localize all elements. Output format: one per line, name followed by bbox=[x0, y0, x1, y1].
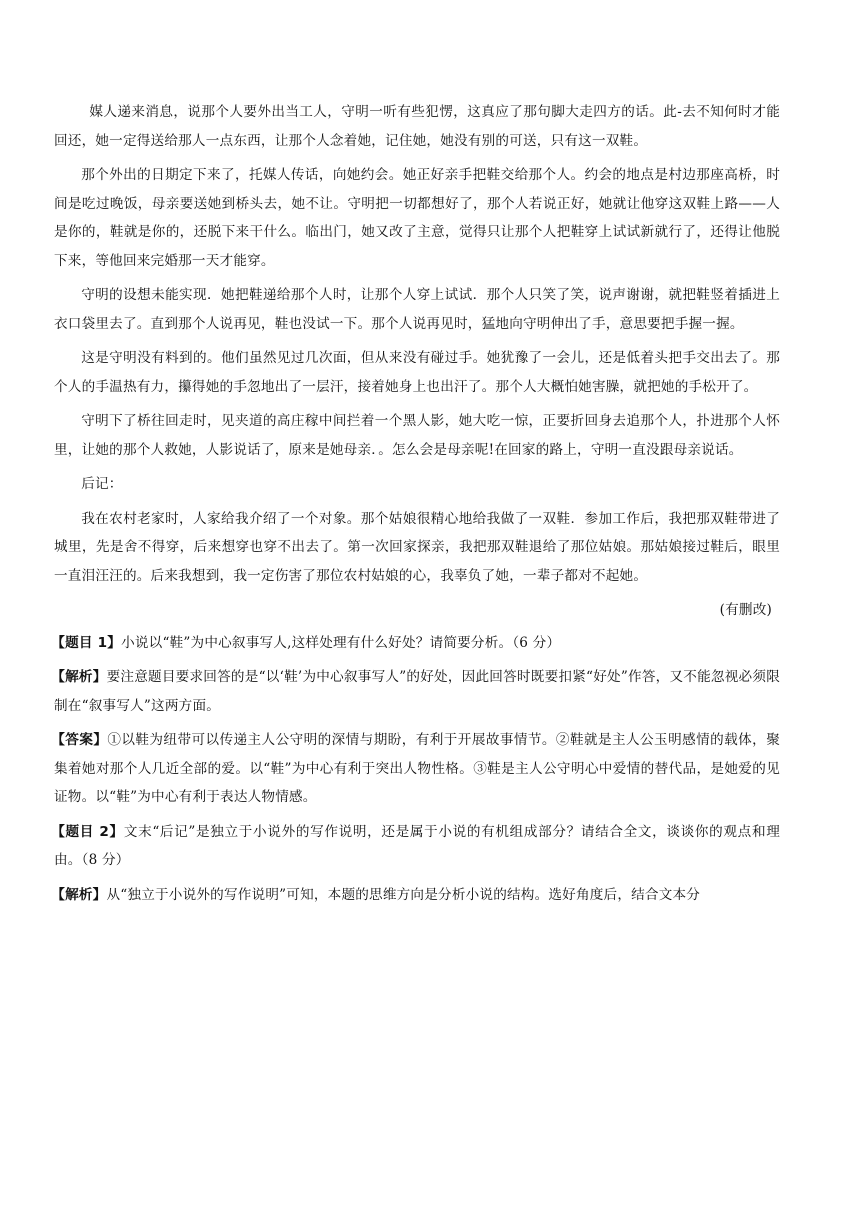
analysis-1-text: 要注意题目要求回答的是“以‘鞋’为中心叙事写人”的好处，因此回答时既要扣紧“好处”作答，又不能忽视必须限制在“叙事写人”这两方面。 bbox=[54, 669, 780, 714]
answer-1-tag: 【答案】 bbox=[51, 732, 108, 748]
analysis-2-text: 从“独立于小说外的写作说明”可知，本题的思维方向是分析小说的结构。选好角度后，结合文本分 bbox=[106, 886, 701, 903]
question-1 bbox=[51, 629, 780, 658]
postscript-paragraph: 我在农村老家时，人家给我介绍了一个对象。那个姑娘很精心地给我做了一双鞋．参加工作后，我把那双鞋带进了城里，先是舍不得穿，后来想穿也穿不出去了。第一次回家探亲，我把那双鞋退给了那位姑娘。那姑娘接过鞋后，眼里一直泪汪汪的。后来我想到，我一定伤害了那位农村姑娘的心，我辜负了她，一辈子都对不起她。 bbox=[54, 510, 780, 584]
story-paragraph-2: 那个外出的日期定下来了，托媒人传话，向她约会。她正好亲手把鞋交给那个人。约会的地点是村边那座高桥，时间是吃过晚饭，母亲要送她到桥头去，她不让。守明把一切都想好了，那个人若说正好，她就让他穿这双鞋上路——人是你的，鞋就是你的，还脱下来干什么。临出门，她又改了主意，觉得只让那个人把鞋穿上试试新就行了，还得让他脱下来，等他回来完婚那一天才能穿。 bbox=[54, 167, 780, 269]
analysis-2 bbox=[51, 881, 780, 910]
story-paragraph-1: 媒人递来消息，说那个人要外出当工人，守明一听有些犯愣，这真应了那句脚大走四方的话。此-去不知何时才能回还，她一定得送给那人一点东西，让那个人念着她，记住她，她没有别的可送，只有这一双鞋。 bbox=[54, 104, 780, 149]
story-paragraph-5: 守明下了桥往回走时，见夹道的高庄稼中间拦着一个黑人影，她大吃一惊，正要折回身去追那个人，扑进那个人怀里，让她的那个人救她，人影说话了，原来是她母亲．。怎么会是母亲呢!在回家的路上，守明一直没跟母亲说话。 bbox=[54, 413, 780, 458]
answer-1 bbox=[51, 726, 780, 812]
question-2 bbox=[51, 818, 780, 875]
question-2-text: 文末“后记”是独立于小说外的写作说明，还是属于小说的有机组成部分？请结合全文，谈谈你的观点和理由。（8 分） bbox=[54, 823, 780, 868]
source-note: (有删改) bbox=[719, 602, 772, 618]
analysis-1-tag: 【解析】 bbox=[51, 669, 107, 685]
answer-1-text: ①以鞋为纽带可以传递主人公守明的深情与期盼，有利于开展故事情节。②鞋就是主人公玉明感情的载体，聚集着她对那个人几近全部的爱。以“鞋”为中心有利于突出人物性格。③鞋是主人公守明心中爱情的替代品，是她爱的见证物。以“鞋”为中心有利于表达人物情感。 bbox=[54, 732, 780, 805]
analysis-1 bbox=[51, 663, 780, 720]
question-2-tag: 【题目 2】 bbox=[51, 823, 124, 840]
question-1-text: 小说以“鞋”为中心叙事写人,这样处理有什么好处？请简要分析。（6 分） bbox=[121, 634, 561, 651]
analysis-2-tag: 【解析】 bbox=[51, 886, 107, 903]
story-paragraph-3: 守明的设想未能实现．她把鞋递给那个人时，让那个人穿上试试．那个人只笑了笑，说声谢谢，就把鞋竖着插进上衣口袋里去了。直到那个人说再见，鞋也没试一下。那个人说再见时，猛地向守明伸出了手，意思要把手握一握。 bbox=[54, 287, 780, 332]
question-1-tag: 【题目 1】 bbox=[51, 634, 122, 651]
postscript-label: 后记： bbox=[81, 476, 123, 492]
story-paragraph-4: 这是守明没有料到的。他们虽然见过几次面，但从来没有碰过手。她犹豫了一会儿，还是低着头把手交出去了。那个人的手温热有力，攥得她的手忽地出了一层汗，接着她身上也出汗了。那个人大概怕她害臊，就把她的手松开了。 bbox=[54, 350, 780, 395]
